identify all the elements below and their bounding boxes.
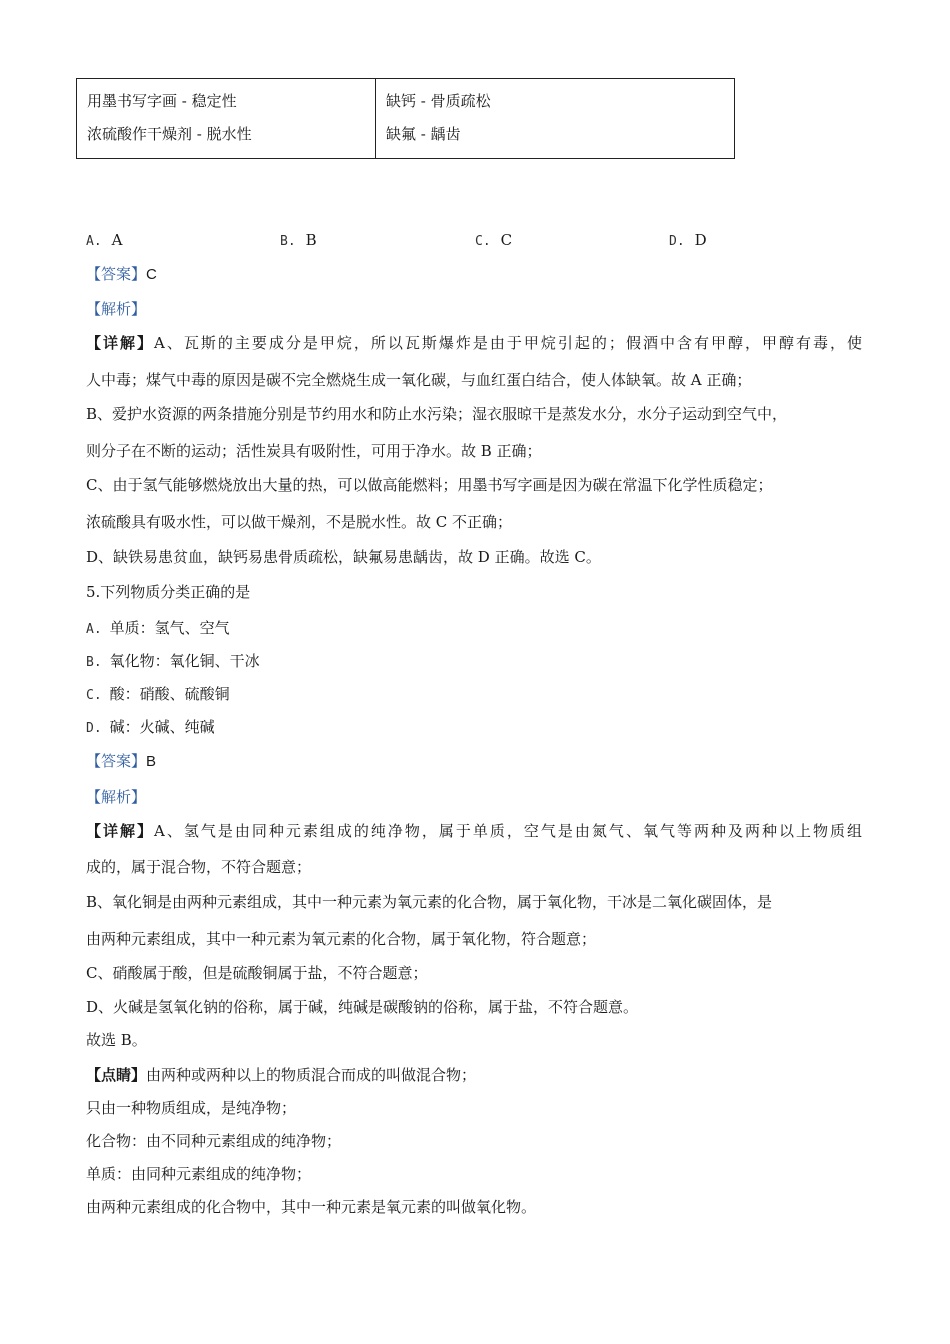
q5-choice-c <box>86 683 876 707</box>
q5-detail-line: 成的，属于混合物，不符合题意； <box>86 858 312 876</box>
answer-tag: 【答案】 <box>86 752 147 770</box>
q4-detail-line: 浓硫酸具有吸水性，可以做干燥剂，不是脱水性。故 C 不正确； <box>86 513 513 531</box>
detail-tag: 【详解】 <box>86 822 155 840</box>
q5-tip-line: 化合物：由不同种元素组成的纯净物； <box>86 1132 342 1150</box>
q5-detail-line: 故选 B。 <box>86 1031 147 1049</box>
q4-detail-line: 人中毒；煤气中毒的原因是碳不完全燃烧生成一氧化碳，与血红蛋白结合，使人体缺氧。故 A 正确； <box>86 371 752 389</box>
q5-detail-line: B、氧化铜是由两种元素组成，其中一种元素为氧元素的化合物，属于氧化物，干冰是二氧化碳固体，是 <box>86 893 773 911</box>
q4-option-a <box>86 229 123 253</box>
option-letter: D. <box>669 234 685 249</box>
answer-tag: 【答案】 <box>86 265 147 283</box>
q5-tip-line: 只由一种物质组成，是纯净物； <box>86 1099 297 1117</box>
q4-detail-line <box>86 332 862 354</box>
table-cell: 缺钙 - 骨质疏松 <box>386 92 491 110</box>
answer-value: C <box>146 266 157 283</box>
choice-text: 碱：火碱、纯碱 <box>109 718 215 736</box>
detail-text: A、瓦斯的主要成分是甲烷，所以瓦斯爆炸是由于甲烷引起的；假酒中含有甲醇，甲醇有毒，使 <box>154 334 862 352</box>
detail-text: A、氢气是由同种元素组成的纯净物，属于单质，空气是由氮气、氧气等两种及两种以上物质组 <box>154 822 862 840</box>
choice-text: 氧化物：氧化铜、干冰 <box>109 652 260 670</box>
answer-value: B <box>146 753 157 770</box>
q4-detail-line: C、由于氢气能够燃烧放出大量的热，可以做高能燃料；用墨书写字画是因为碳在常温下化学性质稳定； <box>86 476 773 494</box>
option-value: A <box>111 231 123 249</box>
table-cell: 用墨书写字画 - 稳定性 <box>87 92 237 110</box>
table-left-column <box>77 79 376 158</box>
q5-detail-line <box>86 820 862 842</box>
q4-answer <box>86 263 876 286</box>
q4-detail-line: B、爱护水资源的两条措施分别是节约用水和防止水污染；湿衣服晾干是蒸发水分，水分子运动到空气中， <box>86 405 788 423</box>
matching-table <box>76 78 735 159</box>
option-value: D <box>694 231 707 249</box>
q5-question: 5.下列物质分类正确的是 <box>86 583 251 601</box>
analysis-tag: 【解析】 <box>86 788 147 806</box>
tip-tag: 【点睛】 <box>86 1066 147 1084</box>
choice-letter: D. <box>86 721 102 736</box>
option-letter: B. <box>280 234 296 249</box>
choice-letter: A. <box>86 622 102 637</box>
q5-choice-b <box>86 650 876 674</box>
q4-options <box>86 229 886 251</box>
analysis-tag: 【解析】 <box>86 300 147 318</box>
q4-option-b <box>280 229 317 253</box>
option-letter: C. <box>475 234 491 249</box>
q5-tip-line: 单质：由同种元素组成的纯净物； <box>86 1165 312 1183</box>
table-cell: 缺氟 - 龋齿 <box>386 125 461 143</box>
choice-letter: B. <box>86 655 102 670</box>
q5-detail-line: 由两种元素组成，其中一种元素为氧元素的化合物，属于氧化物，符合题意； <box>86 930 597 948</box>
detail-tag: 【详解】 <box>86 334 155 352</box>
q5-detail-line: D、火碱是氢氧化钠的俗称，属于碱，纯碱是碳酸钠的俗称，属于盐，不符合题意。 <box>86 998 639 1016</box>
q4-detail-line: D、缺铁易患贫血，缺钙易患骨质疏松，缺氟易患龋齿，故 D 正确。故选 C。 <box>86 548 601 566</box>
q4-detail-line: 则分子在不断的运动；活性炭具有吸附性，可用于净水。故 B 正确； <box>86 442 542 460</box>
option-value: B <box>305 231 317 249</box>
table-cell: 浓硫酸作干燥剂 - 脱水性 <box>87 125 252 143</box>
choice-letter: C. <box>86 688 102 703</box>
option-value: C <box>500 231 513 249</box>
q5-detail-line: C、硝酸属于酸，但是硫酸铜属于盐，不符合题意； <box>86 964 428 982</box>
q5-analysis-heading <box>86 786 876 808</box>
choice-text: 单质：氢气、空气 <box>109 619 230 637</box>
q5-tip-line: 由两种元素组成的化合物中，其中一种元素是氧元素的叫做氧化物。 <box>86 1198 537 1216</box>
q4-option-d <box>669 229 707 253</box>
table-right-column <box>376 79 734 158</box>
q5-answer <box>86 750 876 773</box>
q5-tip-line <box>86 1064 876 1086</box>
q5-choice-a <box>86 617 876 641</box>
tip-text: 由两种或两种以上的物质混合而成的叫做混合物； <box>146 1066 477 1084</box>
q4-analysis-heading <box>86 298 876 320</box>
choice-text: 酸：硝酸、硫酸铜 <box>109 685 230 703</box>
q4-option-c <box>475 229 512 253</box>
option-letter: A. <box>86 234 102 249</box>
q5-choice-d <box>86 716 876 740</box>
